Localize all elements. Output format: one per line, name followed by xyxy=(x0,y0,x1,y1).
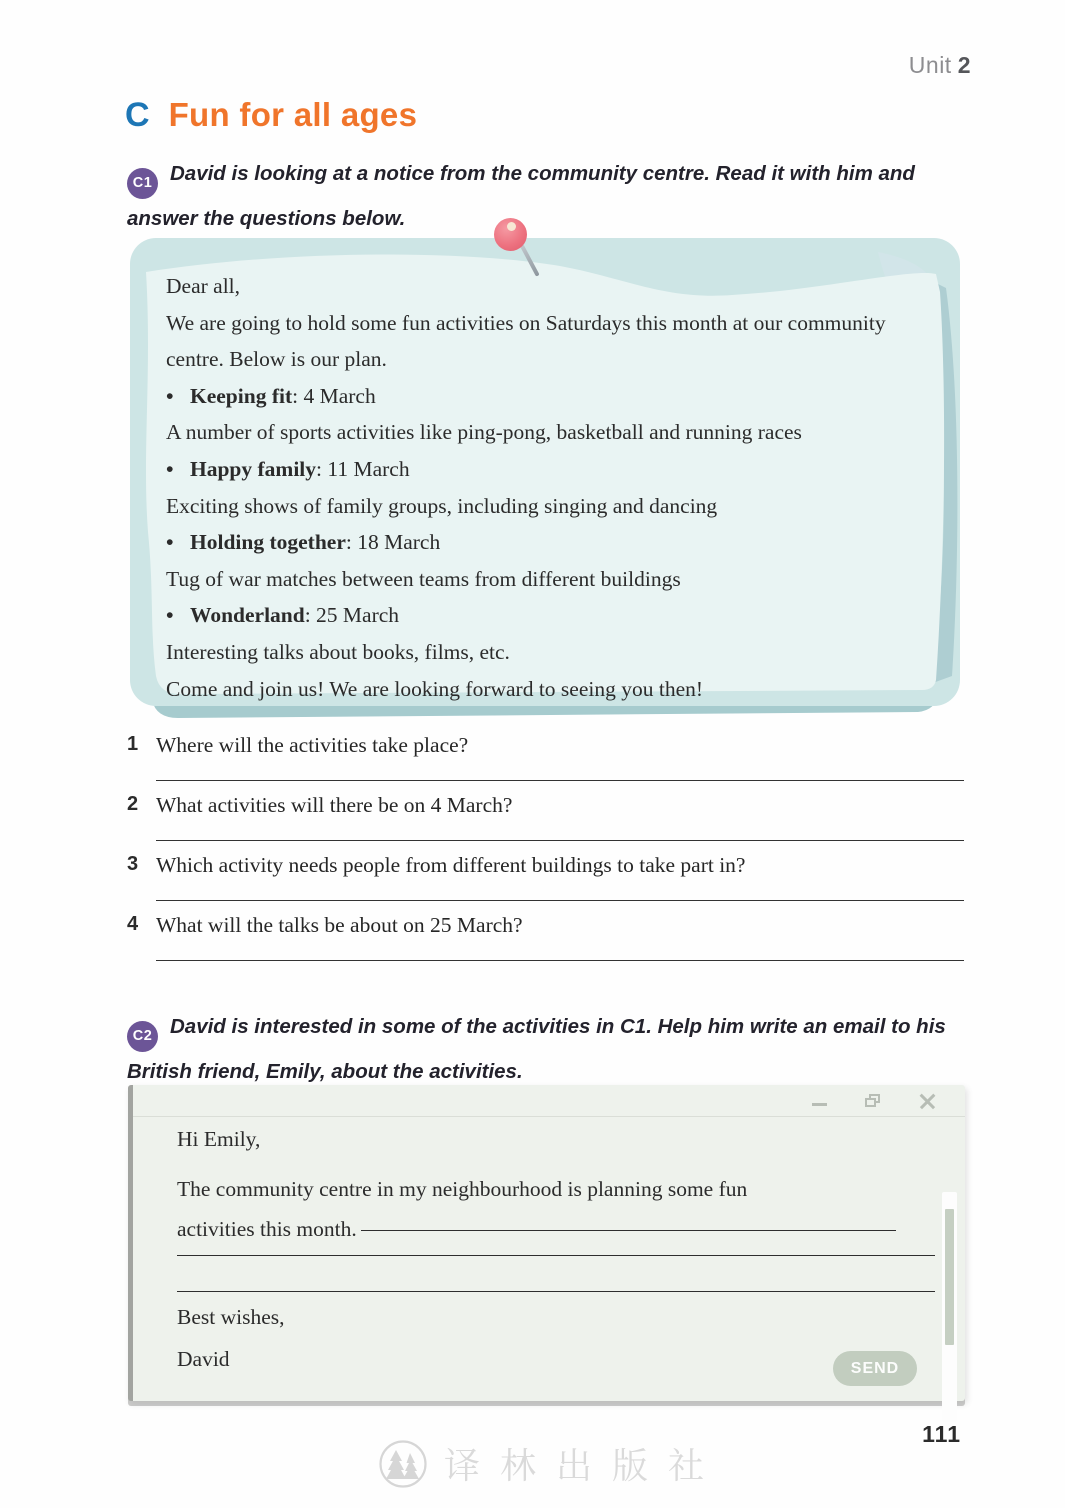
notice-text xyxy=(166,268,888,707)
notice-intro: We are going to hold some fun activities on Saturdays this month at our community centre. Below is our plan. xyxy=(166,310,886,372)
answer-blank-line[interactable] xyxy=(156,760,964,781)
c2-badge: C2 xyxy=(127,1021,158,1052)
notice-item-title xyxy=(166,378,888,415)
notice-item-title xyxy=(166,451,888,488)
pin-ball xyxy=(494,218,527,251)
notice-item-title xyxy=(166,524,888,561)
bullet-icon: • xyxy=(166,603,174,628)
section-letter: C xyxy=(125,96,150,134)
email-body-text: The community centre in my neighbourhood is planning some fun activities this month. xyxy=(177,1177,748,1241)
page-number: 111 xyxy=(922,1421,961,1447)
email-titlebar xyxy=(133,1085,965,1117)
activity-date: : 4 March xyxy=(292,383,376,408)
section-name: Fun for all ages xyxy=(168,96,418,133)
email-window xyxy=(128,1085,965,1401)
scrollbar[interactable] xyxy=(942,1192,957,1422)
question-text: Where will the activities take place? xyxy=(156,733,469,757)
activity-name: Happy family xyxy=(190,456,317,481)
email-body-area[interactable] xyxy=(133,1117,965,1401)
write-in-blank-line[interactable] xyxy=(177,1255,935,1256)
question-item xyxy=(127,793,964,841)
question-list xyxy=(127,733,964,973)
notice-item-desc: Tug of war matches between teams from different buildings xyxy=(166,566,681,591)
notice-item-desc: Exciting shows of family groups, including singing and dancing xyxy=(166,493,718,518)
question-number: 1 xyxy=(127,733,139,755)
activity-date: : 11 March xyxy=(316,456,410,481)
activity-date: : 18 March xyxy=(345,530,441,555)
minimize-icon[interactable] xyxy=(812,1103,827,1106)
notice-closing: Come and join us! We are looking forward to seeing you then! xyxy=(166,676,704,701)
publisher-logo-icon xyxy=(378,1439,428,1489)
answer-blank-line[interactable] xyxy=(156,820,964,841)
restore-icon[interactable] xyxy=(865,1094,881,1108)
unit-tag xyxy=(909,52,971,79)
question-number: 4 xyxy=(127,913,139,935)
c1-instruction xyxy=(127,154,979,238)
activity-name: Holding together xyxy=(190,530,346,555)
bullet-icon: • xyxy=(166,530,174,555)
question-text: Which activity needs people from different buildings to take part in? xyxy=(156,853,746,877)
question-number: 3 xyxy=(127,853,139,875)
write-in-blank-line[interactable] xyxy=(177,1291,935,1292)
email-greeting: Hi Emily, xyxy=(177,1127,261,1151)
email-sender: David xyxy=(177,1347,230,1371)
email-signoff: Best wishes, xyxy=(177,1305,285,1329)
activity-name: Wonderland xyxy=(190,603,305,628)
question-number: 2 xyxy=(127,793,139,815)
c1-instruction-text: David is looking at a notice from the community centre. Read it with him and answer the questions below. xyxy=(127,162,915,230)
c2-instruction xyxy=(127,1007,949,1091)
publisher-name: 译林出版社 xyxy=(444,1446,725,1486)
answer-blank-line[interactable] xyxy=(156,940,964,961)
unit-label: Unit xyxy=(908,52,952,78)
question-text: What will the talks be about on 25 March? xyxy=(156,913,523,937)
unit-number: 2 xyxy=(957,52,971,78)
activity-name: Keeping fit xyxy=(190,383,293,408)
activity-date: : 25 March xyxy=(304,603,400,628)
send-button[interactable]: SEND xyxy=(833,1351,917,1386)
scrollbar-thumb[interactable] xyxy=(945,1209,954,1345)
question-item xyxy=(127,733,964,781)
notice-card xyxy=(130,232,962,722)
c1-badge: C1 xyxy=(127,168,158,199)
notice-item-desc: A number of sports activities like ping-pong, basketball and running races xyxy=(166,420,802,445)
bullet-icon: • xyxy=(166,456,174,481)
publisher-watermark xyxy=(378,1438,724,1489)
notice-item-desc: Interesting talks about books, films, etc. xyxy=(166,639,510,664)
section-title xyxy=(125,96,417,135)
question-item xyxy=(127,853,964,901)
bullet-icon: • xyxy=(166,383,174,408)
close-icon[interactable] xyxy=(919,1093,935,1109)
question-item xyxy=(127,913,964,961)
write-in-blank-line[interactable] xyxy=(361,1230,896,1231)
answer-blank-line[interactable] xyxy=(156,880,964,901)
question-text: What activities will there be on 4 March? xyxy=(156,793,513,817)
notice-item-title xyxy=(166,597,888,634)
notice-salutation: Dear all, xyxy=(166,274,241,298)
c2-instruction-text: David is interested in some of the activities in C1. Help him write an email to his British friend, Emily, about the activities. xyxy=(127,1015,946,1083)
